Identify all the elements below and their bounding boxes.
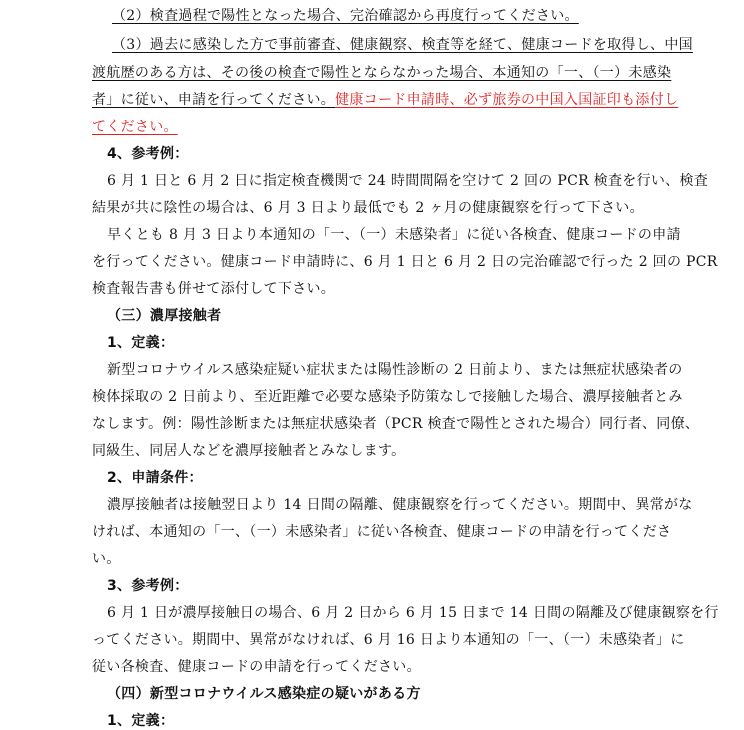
heading-reference-example-3: 3、参考例： bbox=[107, 578, 189, 594]
item-3-line-2-text: 渡航歴のある方は、その後の検査で陽性とならなかった場合、本通知の「一、（一）未感染 bbox=[92, 65, 672, 81]
item-3-line-3-text: 者」に従い、申請を行ってください。 bbox=[92, 92, 336, 108]
conditions-line-1: 濃厚接触者は接触翌日より 14 日間の隔離、健康観察を行ってください。期間中、異常がな bbox=[107, 497, 693, 513]
ref-example-line-1: 6 月 1 日と 6 月 2 日に指定検査機関で 24 時間間隔を空けて 2 回の PCR 検査を行い、検査 bbox=[107, 173, 709, 189]
item-3-line-1-text: （3）過去に感染した方で事前審査、健康観察、検査等を経て、健康コードを取得し、中国 bbox=[112, 37, 693, 53]
conditions-line-2: ければ、本通知の「一、（一）未感染者」に従い各検査、健康コードの申請を行ってくださ bbox=[92, 524, 672, 540]
heading-definition-4: 1、定義： bbox=[107, 713, 175, 729]
ref3-line-3: 従い各検査、健康コードの申請を行ってください。 bbox=[92, 659, 421, 675]
heading-reference-example-4: 4、参考例： bbox=[107, 146, 189, 162]
item-3-red-notice-end: てください。 bbox=[92, 119, 178, 135]
ref-example-line-2: 結果が共に陰性の場合は、6 月 3 日より最低でも 2 ヶ月の健康観察を行って下さい。 bbox=[92, 200, 644, 216]
item-3-line-2 bbox=[92, 64, 672, 82]
heading-suspected-cases: （四）新型コロナウイルス感染症の疑いがある方 bbox=[107, 686, 421, 702]
ref-example-line-4: を行ってください。健康コード申請時に、6 月 1 日と 6 月 2 日の完治確認で行った 2 回の PCR bbox=[92, 254, 718, 270]
item-3-line-4 bbox=[92, 118, 178, 136]
ref-example-line-5: 検査報告書も併せて添付して下さい。 bbox=[92, 281, 336, 297]
item-2-text: （2）検査過程で陽性となった場合、完治確認から再度行ってください。 bbox=[112, 8, 579, 24]
definition-line-2: 検体採取の 2 日前より、至近距離で必要な感染予防策なしで接触した場合、濃厚接触者とみ bbox=[92, 389, 683, 405]
item-3-red-notice: 健康コード申請時、必ず旅券の中国入国証印も添付し bbox=[335, 92, 679, 108]
ref-example-line-3: 早くとも 8 月 3 日より本通知の「一、（一）未感染者」に従い各検査、健康コードの申請 bbox=[107, 227, 681, 243]
item-2-positive-during-test bbox=[112, 7, 579, 25]
heading-close-contact: （三）濃厚接触者 bbox=[107, 308, 222, 324]
definition-line-4: 同級生、同居人などを濃厚接触者とみなします。 bbox=[92, 443, 406, 459]
definition-line-1: 新型コロナウイルス感染症疑い症状または陽性診断の 2 日前より、または無症状感染者の bbox=[107, 362, 683, 378]
heading-definition-1: 1、定義： bbox=[107, 335, 175, 351]
heading-application-conditions: 2、申請条件： bbox=[107, 470, 203, 486]
conditions-line-3: い。 bbox=[92, 551, 121, 567]
item-3-line-1 bbox=[112, 36, 693, 54]
ref3-line-1: 6 月 1 日が濃厚接触日の場合、6 月 2 日から 6 月 15 日まで 14 日間の隔離及び健康観察を行 bbox=[107, 605, 719, 621]
item-3-line-3 bbox=[92, 91, 678, 109]
definition-line-3: なします。例：陽性診断または無症状感染者（PCR 検査で陽性とされた場合）同行者、同僚、 bbox=[92, 416, 700, 432]
ref3-line-2: ってください。期間中、異常がなければ、6 月 16 日より本通知の「一、（一）未感染者」に bbox=[92, 632, 685, 648]
